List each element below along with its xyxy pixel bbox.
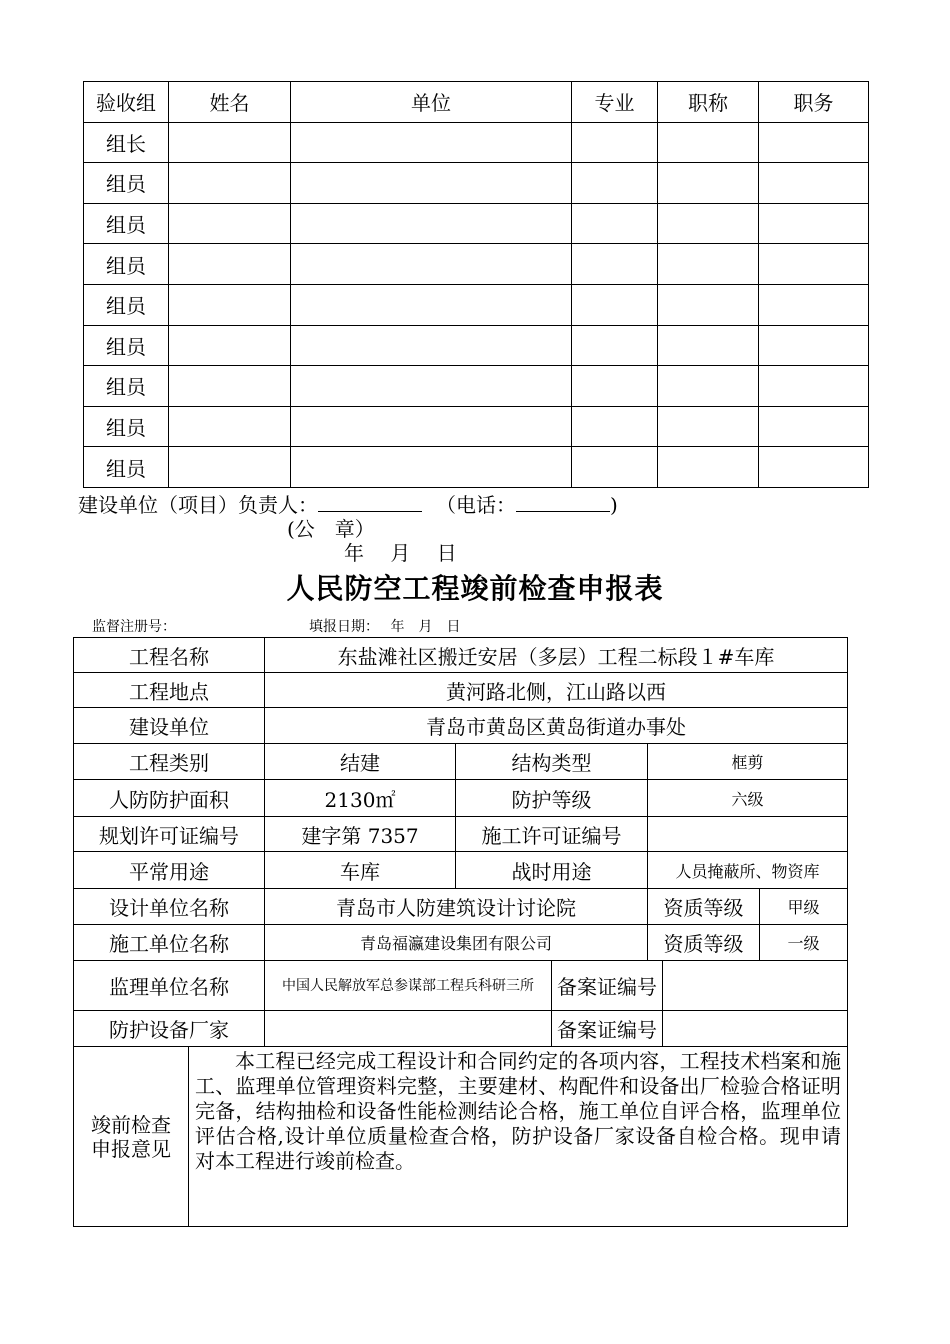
unit-cell[interactable]	[291, 163, 572, 204]
title-cell[interactable]	[658, 406, 759, 447]
peace-use-value: 车库	[265, 852, 456, 889]
name-cell[interactable]	[169, 284, 291, 325]
specialty-cell[interactable]	[572, 163, 658, 204]
role-cell: 组员	[84, 203, 169, 244]
area-label: 人防防护面积	[74, 780, 265, 817]
role-cell: 组长	[84, 122, 169, 163]
table-row	[84, 203, 869, 244]
title-cell[interactable]	[658, 244, 759, 285]
unit-cell[interactable]	[291, 284, 572, 325]
project-name-label: 工程名称	[74, 638, 265, 673]
form-row	[74, 1011, 848, 1047]
form-row	[74, 889, 848, 925]
area-value: 2130㎡	[265, 780, 456, 817]
construct-qualification-label: 资质等级	[648, 925, 760, 961]
form-row	[74, 1047, 848, 1227]
category-label: 工程类别	[74, 744, 265, 780]
form-row	[74, 708, 848, 744]
table-row	[84, 122, 869, 163]
specialty-cell[interactable]	[572, 366, 658, 407]
category-value: 结建	[265, 744, 456, 780]
opinion-label: 竣前检查申报意见	[74, 1047, 189, 1227]
header-cell: 专业	[572, 82, 658, 123]
form-row	[74, 673, 848, 708]
responsible-name-blank[interactable]	[318, 493, 422, 512]
title-cell[interactable]	[658, 203, 759, 244]
plan-permit-label: 规划许可证编号	[74, 817, 265, 852]
supervise-unit-value: 中国人民解放军总参谋部工程兵科研三所	[265, 961, 552, 1011]
form-row	[74, 817, 848, 852]
specialty-cell[interactable]	[572, 447, 658, 488]
name-cell[interactable]	[169, 203, 291, 244]
build-permit-value[interactable]	[648, 817, 848, 852]
supervise-unit-label: 监理单位名称	[74, 961, 265, 1011]
specialty-cell[interactable]	[572, 122, 658, 163]
header-cell: 单位	[291, 82, 572, 123]
position-cell[interactable]	[759, 447, 869, 488]
title-cell[interactable]	[658, 325, 759, 366]
title-cell[interactable]	[658, 366, 759, 407]
specialty-cell[interactable]	[572, 406, 658, 447]
table-row	[84, 447, 869, 488]
table-row	[84, 366, 869, 407]
phone-close: )	[610, 493, 618, 517]
role-cell: 组员	[84, 366, 169, 407]
position-cell[interactable]	[759, 122, 869, 163]
name-cell[interactable]	[169, 163, 291, 204]
supervise-record-value[interactable]	[663, 961, 848, 1011]
unit-cell[interactable]	[291, 366, 572, 407]
grade-value: 六级	[648, 780, 848, 817]
table-row	[84, 284, 869, 325]
role-cell: 组员	[84, 447, 169, 488]
equipment-record-label: 备案证编号	[552, 1011, 663, 1047]
unit-cell[interactable]	[291, 325, 572, 366]
specialty-cell[interactable]	[572, 244, 658, 285]
opinion-text: 本工程已经完成工程设计和合同约定的各项内容，工程技术档案和施工、监理单位管理资料完整，主要建材、构配件和设备出厂检验合格证明完备，结构抽检和设备性能检测结论合格，施工单位自评合格，监理单位评估合格,设计单位质量检查合格，防护设备厂家设备自检合格。现申请对本工程进行竣前检查。	[189, 1047, 848, 1227]
title-cell[interactable]	[658, 447, 759, 488]
table-header-row	[84, 82, 869, 123]
table-row	[84, 406, 869, 447]
specialty-cell[interactable]	[572, 203, 658, 244]
table-row	[84, 325, 869, 366]
title-cell[interactable]	[658, 163, 759, 204]
war-use-value: 人员掩蔽所、物资库	[648, 852, 848, 889]
role-cell: 组员	[84, 163, 169, 204]
structure-label: 结构类型	[456, 744, 648, 780]
declaration-form-table	[73, 637, 848, 1227]
table-row	[84, 163, 869, 204]
position-cell[interactable]	[759, 325, 869, 366]
name-cell[interactable]	[169, 447, 291, 488]
sign-date: 年 月 日	[344, 541, 457, 565]
header-cell: 姓名	[169, 82, 291, 123]
form-row	[74, 780, 848, 817]
header-cell: 职称	[658, 82, 759, 123]
name-cell[interactable]	[169, 406, 291, 447]
form-title: 人民防空工程竣前检查申报表	[286, 572, 664, 605]
specialty-cell[interactable]	[572, 284, 658, 325]
role-cell: 组员	[84, 244, 169, 285]
location-label: 工程地点	[74, 673, 265, 708]
position-cell[interactable]	[759, 366, 869, 407]
specialty-cell[interactable]	[572, 325, 658, 366]
position-cell[interactable]	[759, 203, 869, 244]
position-cell[interactable]	[759, 284, 869, 325]
equipment-maker-label: 防护设备厂家	[74, 1011, 265, 1047]
construct-qualification-value: 一级	[760, 925, 848, 961]
war-use-label: 战时用途	[456, 852, 648, 889]
construct-unit-label: 施工单位名称	[74, 925, 265, 961]
project-name-value: 东盐滩社区搬迁安居（多层）工程二标段１#车库	[265, 638, 848, 673]
construct-unit-value: 青岛福瀛建设集团有限公司	[265, 925, 648, 961]
plan-permit-value: 建字第 7357	[265, 817, 456, 852]
name-cell[interactable]	[169, 122, 291, 163]
builder-value: 青岛市黄岛区黄岛街道办事处	[265, 708, 848, 744]
peace-use-label: 平常用途	[74, 852, 265, 889]
role-cell: 组员	[84, 406, 169, 447]
unit-cell[interactable]	[291, 447, 572, 488]
form-row	[74, 638, 848, 673]
builder-label: 建设单位	[74, 708, 265, 744]
position-cell[interactable]	[759, 244, 869, 285]
acceptance-team-table	[83, 81, 869, 488]
position-cell[interactable]	[759, 406, 869, 447]
design-qualification-label: 资质等级	[648, 889, 760, 925]
phone-blank[interactable]	[516, 493, 610, 512]
role-cell: 组员	[84, 284, 169, 325]
equipment-maker-value[interactable]	[265, 1011, 552, 1047]
location-value: 黄河路北侧，江山路以西	[265, 673, 848, 708]
header-cell: 验收组	[84, 82, 169, 123]
design-qualification-value: 甲级	[760, 889, 848, 925]
seal-text: (公 章）	[287, 517, 375, 541]
role-cell: 组员	[84, 325, 169, 366]
table-row	[84, 244, 869, 285]
fill-date-label: 填报日期： 年 月 日	[309, 619, 461, 635]
phone-label: （电话：	[436, 493, 516, 517]
name-cell[interactable]	[169, 244, 291, 285]
name-cell[interactable]	[169, 366, 291, 407]
grade-label: 防护等级	[456, 780, 648, 817]
design-unit-value: 青岛市人防建筑设计讨论院	[265, 889, 648, 925]
header-cell: 职务	[759, 82, 869, 123]
unit-cell[interactable]	[291, 122, 572, 163]
supervise-record-label: 备案证编号	[552, 961, 663, 1011]
position-cell[interactable]	[759, 163, 869, 204]
title-cell[interactable]	[658, 122, 759, 163]
form-row	[74, 961, 848, 1011]
design-unit-label: 设计单位名称	[74, 889, 265, 925]
registration-number-label: 监督注册号：	[92, 619, 176, 635]
form-row	[74, 925, 848, 961]
name-cell[interactable]	[169, 325, 291, 366]
form-row	[74, 744, 848, 780]
unit-cell[interactable]	[291, 203, 572, 244]
form-row	[74, 852, 848, 889]
unit-cell[interactable]	[291, 244, 572, 285]
equipment-record-value[interactable]	[663, 1011, 848, 1047]
unit-cell[interactable]	[291, 406, 572, 447]
title-cell[interactable]	[658, 284, 759, 325]
structure-value: 框剪	[648, 744, 848, 780]
responsible-label: 建设单位（项目）负责人：	[78, 493, 318, 517]
build-permit-label: 施工许可证编号	[456, 817, 648, 852]
